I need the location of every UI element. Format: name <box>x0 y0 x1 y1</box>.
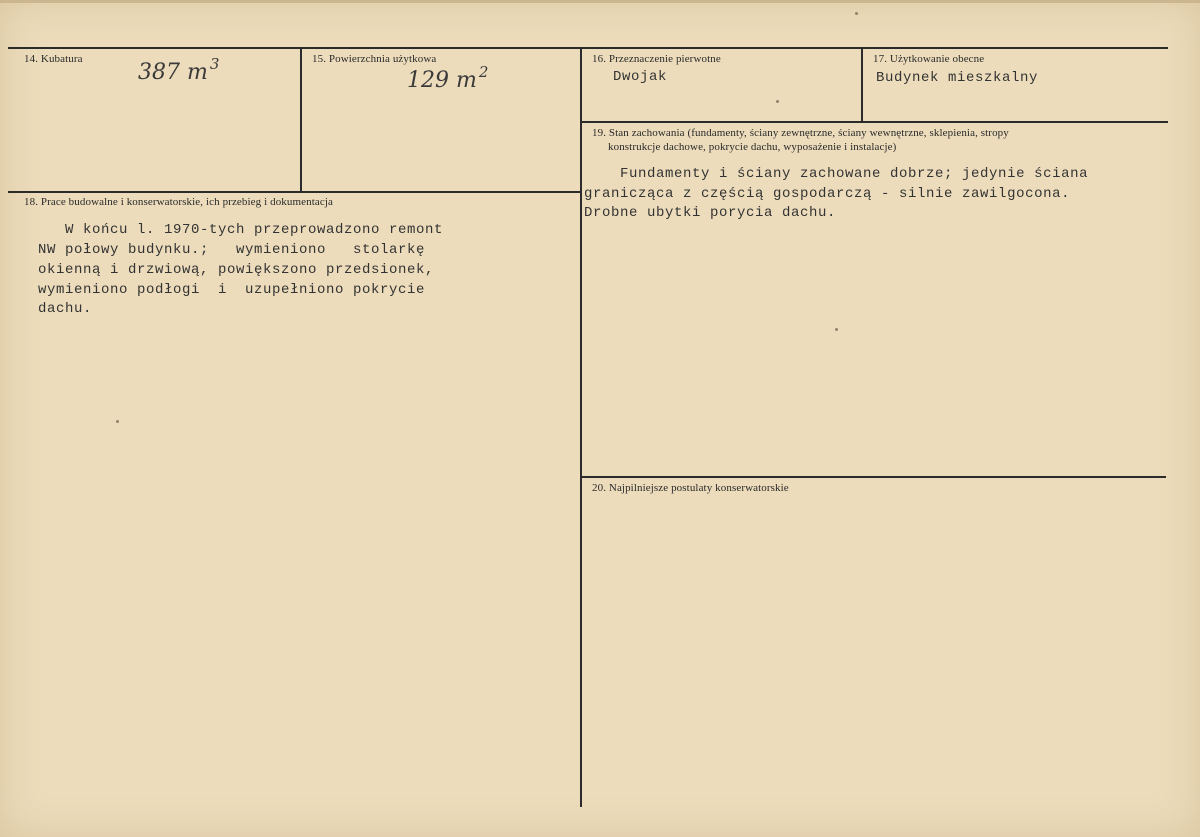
field-18-text-line-4: wymieniono podłogi i uzupełniono pokrycie <box>38 282 426 298</box>
rule-under-16-17 <box>582 121 1168 123</box>
field-15-label: 15. Powierzchnia użytkowa <box>312 53 437 65</box>
field-19-text-line-1: Fundamenty i ściany zachowane dobrze; jedynie ściana <box>584 166 1089 182</box>
card-top-edge <box>0 0 1200 3</box>
field-15-superscript: 2 <box>478 63 489 81</box>
field-18-text-line-2: NW połowy budynku.; wymieniono stolarkę <box>38 242 426 258</box>
divider-16-17 <box>861 47 863 121</box>
field-20-label: 20. Najpilniejsze postulaty konserwatorskie <box>592 482 789 494</box>
paper-speck <box>776 100 779 103</box>
field-16-value: Dwojak <box>613 69 668 85</box>
field-19-text-line-3: Drobne ubytki porycia dachu. <box>584 205 837 221</box>
field-19-text-line-2: granicząca z częścią gospodarczą - silnie zawilgocona. <box>584 186 1071 202</box>
paper-speck <box>116 420 119 423</box>
field-18-label: 18. Prace budowalne i konserwatorskie, ich przebieg i dokumentacja <box>24 196 333 208</box>
paper-speck <box>835 328 838 331</box>
field-16-label: 16. Przeznaczenie pierwotne <box>592 53 721 65</box>
field-14-superscript: 3 <box>209 55 220 73</box>
field-18-text-line-5: dachu. <box>38 301 93 317</box>
rule-under-19 <box>582 476 1166 478</box>
main-center-divider <box>580 47 582 807</box>
field-14-label: 14. Kubatura <box>24 53 83 65</box>
field-17-value: Budynek mieszkalny <box>876 70 1039 86</box>
divider-14-15 <box>300 47 302 192</box>
field-18-text-line-1: W końcu l. 1970-tych przeprowadzono remont <box>38 222 444 238</box>
field-14-value-text: 387 m <box>138 60 208 85</box>
field-17-label: 17. Użytkowanie obecne <box>873 53 985 65</box>
field-19-label-line-1: 19. Stan zachowania (fundamenty, ściany zewnętrzne, ściany wewnętrzne, sklepienia, stropy <box>592 127 1009 139</box>
rule-under-14-15 <box>8 191 580 193</box>
field-18-text-line-3: okienną i drzwiową, powiększono przedsionek, <box>38 262 435 278</box>
field-15-value <box>407 63 489 93</box>
field-14-value <box>138 55 220 85</box>
paper-speck <box>855 12 858 15</box>
field-19-label-line-2: konstrukcje dachowe, pokrycie dachu, wyposażenie i instalacje) <box>608 141 897 153</box>
top-rule <box>8 47 1168 49</box>
field-15-value-text: 129 m <box>407 68 477 93</box>
